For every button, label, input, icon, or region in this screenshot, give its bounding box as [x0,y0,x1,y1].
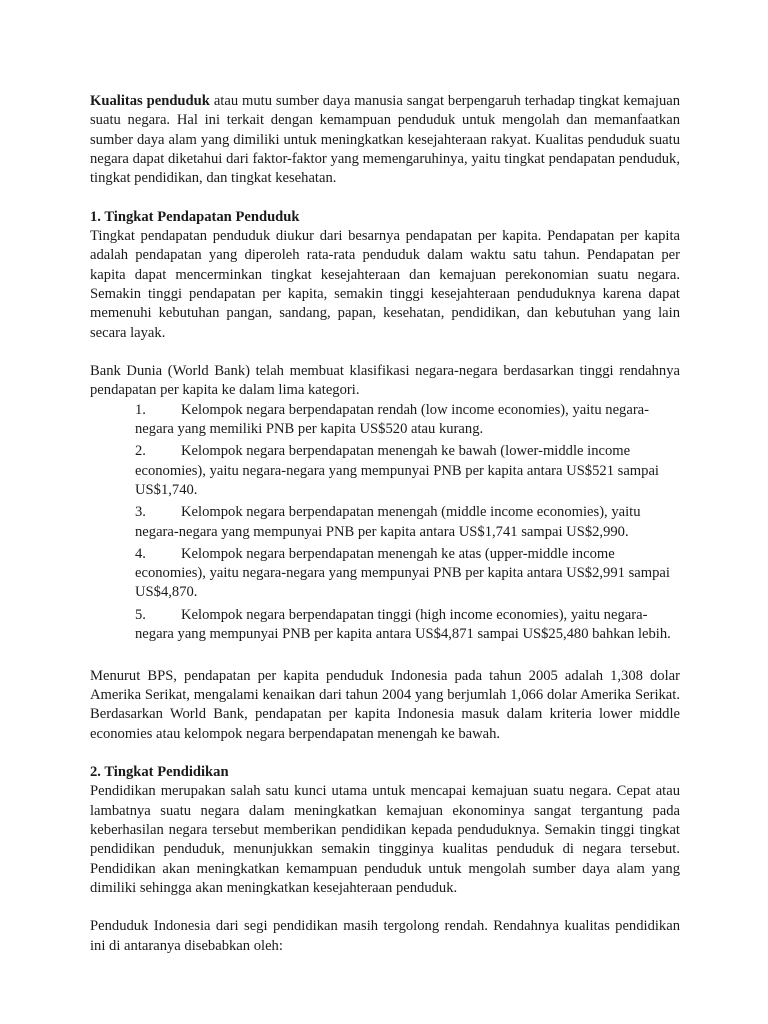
document-page [90,92,680,956]
section-1-paragraph-2: Bank Dunia (World Bank) telah membuat klasifikasi negara-negara berdasarkan tinggi rendahnya pendapatan per kapita ke dalam lima kategori. [90,363,680,399]
list-item-text: Kelompok negara berpendapatan menengah ke bawah (lower-middle income economies), yaitu negara-negara yang mempunyai PNB per kapita antara US$521 sampai US$1,740. [135,443,659,498]
list-item [135,442,680,500]
section-1-paragraph-3: Menurut BPS, pendapatan per kapita penduduk Indonesia pada tahun 2005 adalah 1,308 dolar Amerika Serikat, mengalami kenaikan dari tahun 2004 yang berjumlah 1,066 dolar Amerika Serikat. Berdasarkan World Bank, pendapatan per kapita Indonesia masuk dalam kriteria lower middle economies atau kelompok negara berpendapatan menengah ke bawah. [90,667,680,742]
spacer [90,647,680,666]
list-item [135,401,680,440]
list-item-number: 2. [135,443,146,460]
list-item-text: Kelompok negara berpendapatan tinggi (high income economies), yaitu negara-negara yang mempunyai PNB per kapita antara US$4,871 sampai US$25,480 bahkan lebih. [135,606,671,643]
list-item-text: Kelompok negara berpendapatan menengah ke atas (upper-middle income economies), yaitu negara-negara yang mempunyai PNB per kapita antara US$2,991 sampai US$4,870. [135,545,670,601]
list-item [135,545,680,603]
list-item-text: Kelompok negara berpendapatan rendah (low income economies), yaitu negara-negara yang memiliki PNB per kapita US$520 atau kurang. [135,401,650,438]
section-1-heading: 1. Tingkat Pendapatan Penduduk [90,208,300,225]
list-item-number: 3. [135,504,146,521]
intro-paragraph [90,92,680,188]
section-2-paragraph-2: Penduduk Indonesia dari segi pendidikan masih tergolong rendah. Rendahnya kualitas pendidikan ini di antaranya disebabkan oleh: [90,918,680,954]
intro-lead-term: Kualitas penduduk [90,93,210,109]
spacer [90,744,680,763]
section-2-heading: 2. Tingkat Pendidikan [90,764,229,781]
list-item-text: Kelompok negara berpendapatan menengah (middle income economies), yaitu negara-negara yang mempunyai PNB per kapita antara US$1,741 sampai US$2,990. [135,504,641,540]
list-item [135,606,680,645]
list-item-number: 4. [135,545,146,562]
list-item-number: 5. [135,606,146,623]
intro-text: atau mutu sumber daya manusia sangat berpengaruh terhadap tingkat kemajuan suatu negara. Hal ini terkait dengan kemampuan penduduk untuk mengolah dan memanfaatkan sumber daya alam yang dimiliki untuk meningkatkan kesejahteraan rakyat. Kualitas penduduk suatu negara dapat diketahui dari faktor-faktor yang memengaruhinya, yaitu tingkat pendapatan penduduk, tingkat pendidikan, dan tingkat kesehatan. [90,93,681,187]
spacer [90,343,680,362]
spacer [90,188,680,207]
spacer [90,898,680,917]
list-item-number: 1. [135,401,146,418]
income-category-list [90,401,680,645]
section-1-paragraph-1: Tingkat pendapatan penduduk diukur dari besarnya pendapatan per kapita. Pendapatan per kapita adalah pendapatan yang diperoleh rata-rata penduduk dalam waktu satu tahun. Pendapatan per kapita dapat mencerminkan tingkat kesejahteraan dan kemajuan perekonomian suatu negara. Semakin tinggi pendapatan per kapita, semakin tinggi kesejahteraan penduduknya karena dapat memenuhi kebutuhan pangan, sandang, papan, kesehatan, pendidikan, dan kebutuhan yang lain secara layak. [90,228,680,341]
section-2-paragraph-1: Pendidikan merupakan salah satu kunci utama untuk mencapai kemajuan suatu negara. Cepat atau lambatnya suatu negara dalam meningkatkan kemajuan ekonominya sangat tergantung pada keberhasilan negara tersebut memberikan pendidikan kepada penduduknya. Semakin tinggi tingkat pendidikan penduduk, menunjukkan semakin tingginya kualitas penduduk di negara tersebut. Pendidikan akan meningkatkan kemampuan penduduk untuk mengolah sumber daya alam yang dimiliki sehingga akan meningkatkan kesejahteraan penduduk. [90,783,680,896]
list-item [135,503,680,542]
